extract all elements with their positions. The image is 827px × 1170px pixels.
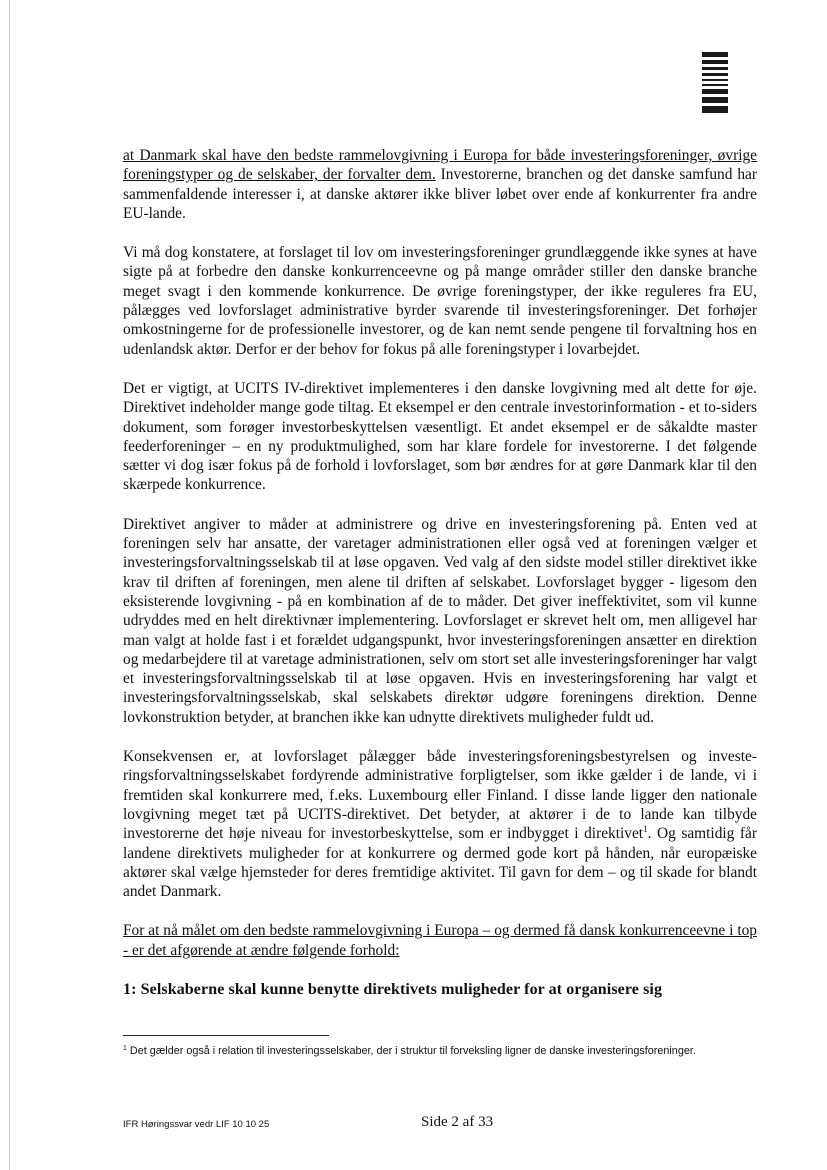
footnote-mark: 1 — [123, 1045, 127, 1052]
paragraph-4: Direktivet angiver to måder at administrere og drive en investeringsforening på. Enten ved at foreningen selv har ansatte, der varetager administrationen eller også ved at foreningen vælger et investeringsforvaltningsselskab til at løse opgaven. Ved valg af den sidste model stiller direktivet ikke krav til driften af foreningen, men alene til driften af selskabet. Lovforslaget bygger - ligesom den eksisterende lovgivning - på en kombination af de to måder. Det giver ineffektivitet, som vil kunne udryddes med en helt direktivnær implementering. Lovforslaget er skrevet helt om, men alligevel har man valgt at holde fast i et forældet udgangspunkt, hvor investeringsforeningen ansætter en direktion og medarbejdere til at varetage administrationen, selv om stort set alle investeringsforeninger har valgt et investeringsforvaltningsselskab til at løse opgaven. Hvis en investeringsforening har valgt et investeringsforvaltningsselskab, skal selskabets direktør udgøre foreningens direktion. Denne lovkonstruktion betyder, at branchen ikke kan udnytte direktivets muligheder fuldt ud. — [123, 515, 757, 726]
paragraph-5-continuation: . Og samtidig får landene direktivets muligheder for at konkurrere og dermed gode kort på hånden, når europæiske aktører skal vælge hjemsteder for deres fremtidige aktivitet. Til gavn for dem – og til skade for blandt andet Danmark. — [123, 825, 757, 901]
section-heading: 1: Selskaberne skal kunne benytte direktivets muligheder for at organisere sig — [123, 980, 663, 998]
paragraph-5 — [123, 747, 757, 901]
footnote-text: Det gælder også i relation til investeringsselskaber, der i struktur til forveksling ligner de danske investeringsforeninger. — [126, 1045, 696, 1057]
paragraph-5-text: Konsekvensen er, at lovforslaget pålægger både investeringsforeningsbestyrelsen og investeringsforvaltningsselskabet fordyrende administrative forpligtelser, som ikke gælder i de lande, vi i fremtiden skal konkurrere med, f.eks. Luxembourg eller Finland. I disse lande ligger den nationale lovgivning meget tæt på UCITS-direktivet. Det betyder, at aktører i de to lande kan tilbyde investorerne det høje niveau for investorbeskyttelse, som er indbygget i direktivet — [123, 748, 757, 843]
document-body — [123, 146, 757, 1000]
underlined-conclusion: For at nå målet om den bedste rammelovgivning i Europa – og dermed få dansk konkurrenceevne i top - er det afgørende at ændre følgende forhold: — [123, 922, 757, 959]
paragraph-1 — [123, 146, 757, 223]
footer-document-reference: IFR Høringssvar vedr LIF 10 10 25 — [123, 1119, 270, 1130]
footnote-reference: 1 — [643, 824, 648, 835]
underlined-statement: at Danmark skal have den bedste rammelovgivning i Europa for både investeringsforeninger, øvrige foreningstyper og de selskaber, der forvalter dem. — [123, 147, 757, 184]
paragraph-1-text: Investorerne, branchen og det danske samfund har sammenfaldende interesser i, at danske aktører ikke bliver løbet over ende af konkurrenter fra andre EU-lande. — [123, 166, 757, 222]
scan-edge-line — [9, 0, 10, 1170]
footnote-divider — [123, 1035, 329, 1036]
paragraph-2: Vi må dog konstatere, at forslaget til lov om investeringsforeninger grundlæggende ikke synes at have sigte på at forbedre den danske konkurrenceevne og på mange områder stiller den danske branche meget svagt i den kommende konkurrence. De øvrige foreningstyper, der ikke reguleres fra EU, pålægges ved lovforslaget administrative byrder svarende til investeringsforeninger. Det forhøjer omkostningerne for de professionelle investorer, og de kan nemt sende pengene til forvaltning hos en udenlandsk aktør. Derfor er der behov for fokus på alle foreningstyper i lovarbejdet. — [123, 244, 757, 358]
page-number: Side 2 af 33 — [421, 1114, 494, 1130]
striped-logo-icon — [702, 52, 728, 116]
footnote — [123, 1043, 753, 1059]
paragraph-3: Det er vigtigt, at UCITS IV-direktivet implementeres i den danske lovgivning med alt dette for øje. Direktivet indeholder mange gode tiltag. Et eksempel er den centrale investorinformation - et to-siders dokument, som forøger investorbeskyttelsen væsentligt. Et andet eksempel er de såkaldte master feederforeninger – en ny produktmulighed, som har klare fordele for investorerne. I det følgende sætter vi dog især fokus på de forhold i lovforslaget, som bør ændres for at gøre Danmark klar til den skærpede konkurrence. — [123, 379, 757, 494]
